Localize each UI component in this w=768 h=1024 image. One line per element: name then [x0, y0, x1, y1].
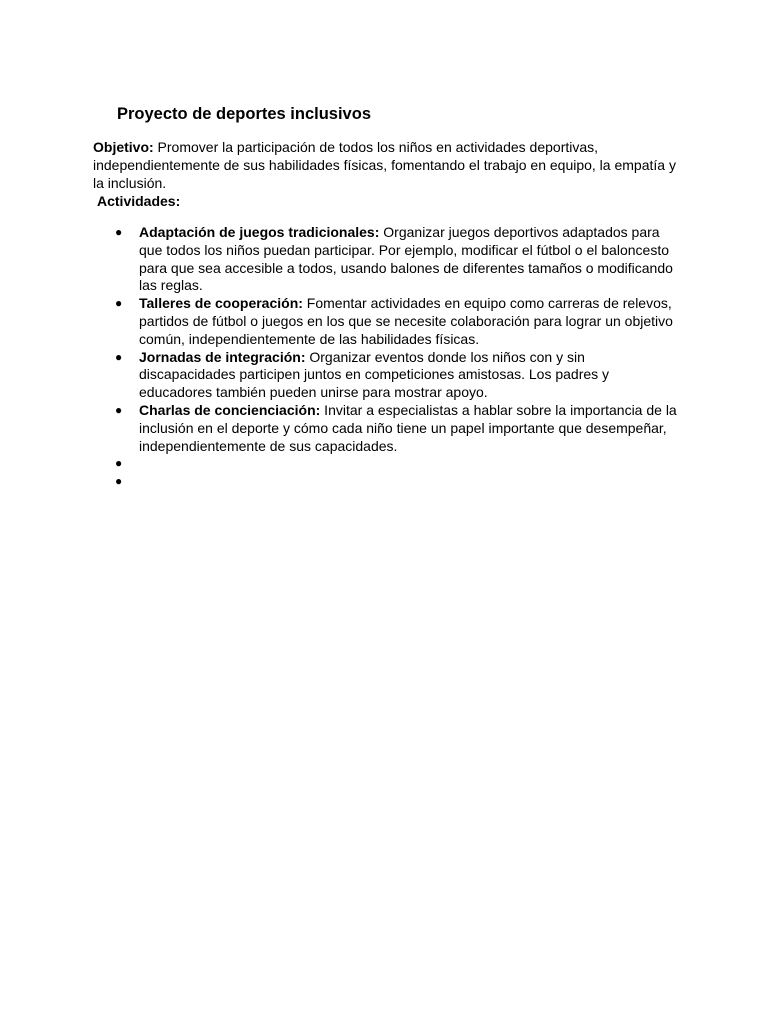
activities-heading: Actividades: — [97, 193, 181, 209]
activity-item-empty — [0, 455, 684, 473]
bullet-icon: ● — [115, 456, 123, 471]
bullet-icon: ● — [115, 349, 123, 364]
activity-label: Adaptación de juegos tradicionales: — [139, 224, 380, 240]
objective-paragraph — [93, 138, 683, 192]
activity-item-empty — [0, 473, 684, 491]
activity-text: Invitar a especialistas a hablar sobre la importancia de la inclusión en el deporte y cómo cada niño tiene un papel importante que desempeñar, independientemente de sus capacidades. — [139, 401, 677, 454]
activity-text: Organizar eventos donde los niños con y sin discapacidades participen juntos en competiciones amistosas. Los padres y educadores también pueden unirse para mostrar apoyo. — [139, 348, 610, 401]
bullet-icon: ● — [115, 225, 123, 239]
objective-text: Promover la participación de todos los niños en actividades deportivas, independientemente de sus habilidades físicas, fomentando el trabajo en equipo, la empatía y la inclusión. — [93, 139, 676, 191]
activity-item-awareness — [0, 402, 684, 455]
activity-label: Talleres de cooperación: — [139, 295, 303, 312]
activity-item-integration — [0, 349, 684, 402]
bullet-icon: ● — [115, 474, 123, 489]
activity-label: Jornadas de integración: — [139, 348, 306, 365]
activity-label: Charlas de concienciación: — [139, 401, 321, 418]
activity-text: Fomentar actividades en equipo como carreras de relevos, partidos de fútbol o juegos en los que se necesite colaboración para lograr un objetivo común, independientemente de las habilidades físicas. — [139, 295, 673, 347]
objective-label: Objetivo: — [93, 139, 154, 155]
activity-text: Organizar juegos deportivos adaptados para que todos los niños puedan participar. Por ejemplo, modificar el fútbol o el baloncesto para que sea accesible a todos, usando balones de diferentes tamaños o modificando las reglas. — [139, 224, 673, 294]
bullet-icon: ● — [115, 402, 123, 417]
activity-item-cooperation — [0, 295, 684, 348]
activity-item-adaptation — [0, 224, 684, 295]
bullet-icon: ● — [115, 296, 123, 311]
activity-list — [0, 224, 768, 491]
document-title: Proyecto de deportes inclusivos — [117, 105, 371, 123]
